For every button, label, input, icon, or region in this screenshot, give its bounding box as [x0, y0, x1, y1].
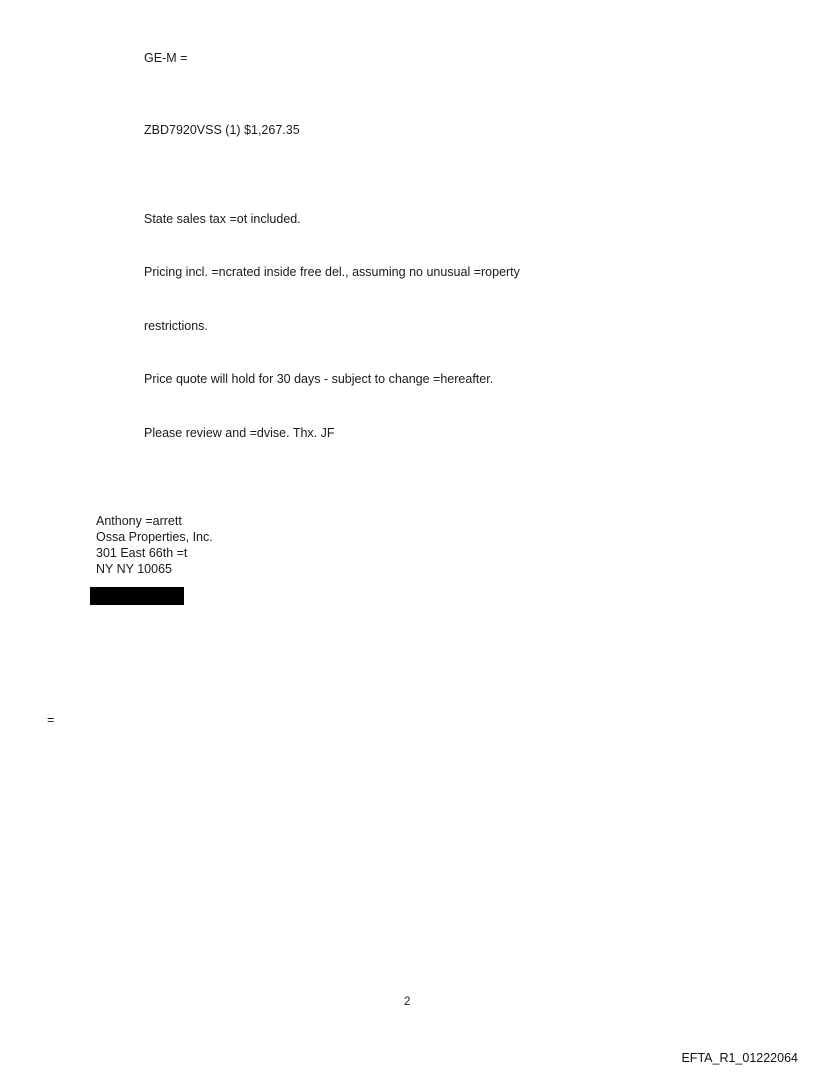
- signature-street: 301 East 66th =t: [96, 546, 188, 560]
- signature-name: Anthony =arrett: [96, 514, 182, 528]
- page-number: 2: [404, 996, 411, 1008]
- body-line-product-price: ZBD7920VSS (1) $1,267.35: [144, 123, 300, 137]
- signature-company: Ossa Properties, Inc.: [96, 530, 213, 544]
- body-line-sales-tax: State sales tax =ot included.: [144, 212, 301, 226]
- document-id-stamp: EFTA_R1_01222064: [681, 1051, 798, 1065]
- redaction-bar: [90, 587, 184, 605]
- body-line-restrictions: restrictions.: [144, 319, 208, 333]
- signature-city: NY NY 10065: [96, 562, 172, 576]
- body-line-review: Please review and =dvise. Thx. JF: [144, 426, 335, 440]
- body-line-pricing-incl: Pricing incl. =ncrated inside free del., assuming no unusual =roperty: [144, 265, 520, 279]
- stray-equals-char: =: [47, 713, 55, 727]
- signature-block: [96, 513, 213, 577]
- body-line-model-header: GE-M =: [144, 51, 188, 65]
- body-line-quote-hold: Price quote will hold for 30 days - subject to change =hereafter.: [144, 372, 494, 386]
